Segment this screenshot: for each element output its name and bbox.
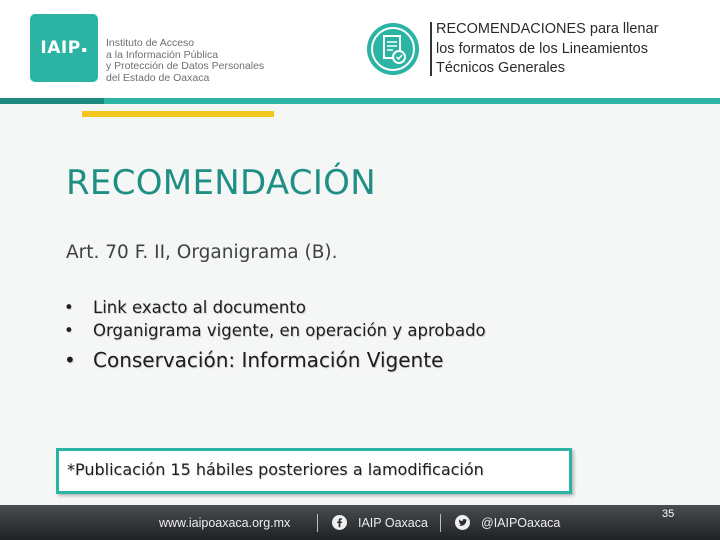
header-title-line: RECOMENDACIONES para llenar (436, 21, 659, 37)
logo-text: IAIP (40, 38, 81, 58)
publication-note-box (56, 448, 572, 494)
org-line: y Protección de Datos Personales (106, 60, 265, 72)
facebook-link[interactable]: IAIP Oaxaca (358, 516, 428, 530)
org-line: Instituto de Acceso (106, 37, 195, 49)
header-title-line: Técnicos Generales (436, 60, 565, 76)
organization-name (106, 38, 264, 84)
website-link[interactable]: www.iaipoaxaca.org.mx (159, 516, 291, 530)
page-subtitle: Art. 70 F. II, Organigrama (B). (66, 242, 338, 263)
org-line: del Estado de Oaxaca (106, 71, 210, 84)
list-item (64, 319, 486, 342)
page-number: 35 (662, 508, 675, 520)
bullet-icon: • (64, 298, 74, 317)
bullet-icon: • (64, 348, 76, 372)
bullet-icon: • (64, 321, 74, 340)
footer-bar (0, 505, 720, 540)
twitter-icon[interactable] (455, 515, 470, 530)
iaip-logo: IAIP▪ (30, 14, 98, 82)
facebook-icon[interactable] (332, 515, 347, 530)
document-circle-icon (366, 22, 420, 76)
header (0, 0, 720, 98)
recommendation-list (64, 296, 486, 375)
page-title: RECOMENDACIÓN (66, 163, 376, 203)
yellow-accent-bar (82, 111, 274, 117)
top-rule-accent (0, 98, 104, 104)
org-line: a la Información Pública (106, 48, 219, 61)
list-item (64, 345, 486, 375)
footer-divider (317, 514, 318, 532)
list-item (64, 296, 486, 319)
header-title-line: los formatos de los Lineamientos (436, 40, 648, 57)
list-item-text: Conservación: Información Vigente (93, 348, 444, 372)
footer-divider (440, 514, 441, 532)
title-divider (430, 22, 432, 76)
publication-note: *Publicación 15 hábiles posteriores a lamodificación (67, 460, 484, 479)
top-rule (0, 98, 720, 104)
header-title (436, 20, 716, 79)
list-item-text: Link exacto al documento (93, 298, 306, 317)
twitter-link[interactable]: @IAIPOaxaca (481, 516, 561, 530)
list-item-text: Organigrama vigente, en operación y aprobado (93, 321, 486, 340)
